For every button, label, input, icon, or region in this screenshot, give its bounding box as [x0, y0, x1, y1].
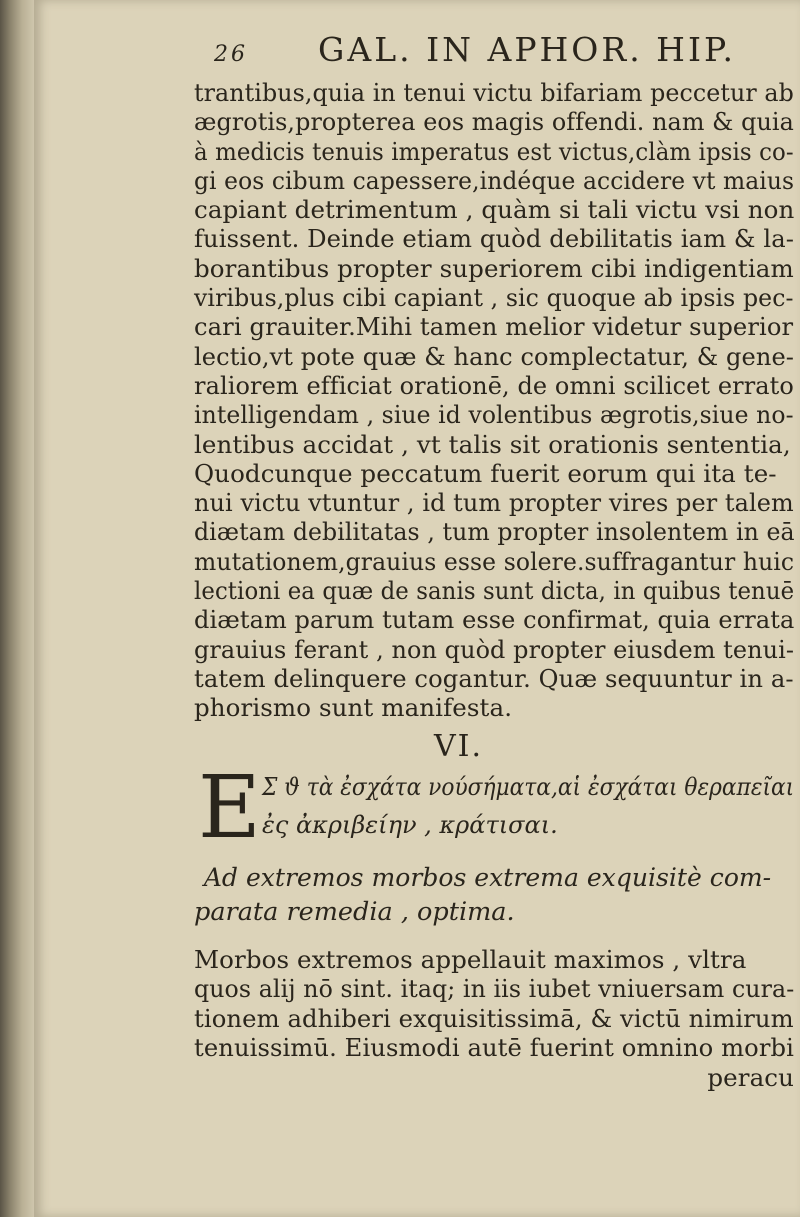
text-line: Quodcunque peccatum fuerit eorum qui ita te- — [194, 458, 777, 488]
text-line: viribus,plus cibi capiant , sic quoque ab ipsis pec- — [194, 283, 794, 313]
page-header — [194, 30, 794, 78]
text-line: capiant detrimentum , quàm si tali victu vsi non — [194, 195, 795, 225]
text-line: tatem delinquere cogantur. Quæ sequuntur in a- — [194, 663, 794, 693]
text-line: raliorem efficiat orationē, de omni scilicet errato — [194, 370, 794, 400]
text-line: quos alij nō sint. itaq; in iis iubet vniuersam cura- — [194, 974, 795, 1004]
page-text — [194, 30, 794, 1092]
greek-line: ἐς ἀκριβείην , κράτισαι. — [262, 810, 558, 839]
latin-translation — [194, 861, 794, 929]
text-line: diætam parum tutam esse confirmat, quia errata — [194, 605, 795, 635]
translation-line: parata remedia , optima. — [194, 896, 515, 927]
text-line: nui victu vtuntur , id tum propter vires per talem — [194, 488, 794, 518]
text-line: grauius ferant , non quòd propter eiusdem tenui- — [194, 634, 795, 664]
book-gutter — [0, 0, 34, 1217]
text-line: diætam debilitatas , tum propter insolentem in eā — [194, 517, 795, 547]
text-line: tionem adhiberi exquisitissimā, & victū nimirum — [194, 1003, 794, 1033]
text-line: à medicis tenuis imperatus est victus,clàm ipsis co- — [194, 136, 794, 166]
paragraph-commentary — [194, 78, 794, 723]
greek-aphorism — [194, 757, 795, 858]
page-number: 26 — [214, 42, 248, 67]
text-line: borantibus propter superiorem cibi indigentiam — [194, 253, 794, 283]
text-line: intelligendam , siue id volentibus ægrotis,siue no- — [194, 400, 794, 430]
paragraph-explanation — [194, 945, 794, 1093]
text-line: Morbos extremos appellauit maximos , vltra — [194, 944, 747, 974]
catchword: peracu — [707, 1062, 794, 1092]
text-line: cari grauiter.Mihi tamen melior videtur superior — [194, 312, 794, 342]
drop-cap: E — [198, 757, 261, 858]
text-line: lectioni ea quæ de sanis sunt dicta, in quibus tenuē — [194, 576, 795, 606]
book-page — [34, 0, 800, 1217]
text-line: trantibus,quia in tenui victu bifariam peccetur ab — [194, 78, 794, 107]
text-line: gi eos cibum capessere,indéque accidere vt maius — [194, 165, 795, 195]
text-line: mutationem,grauius esse solere.suffragantur huic — [194, 546, 795, 576]
text-line: ægrotis,propterea eos magis offendi. nam & quia — [194, 107, 794, 137]
running-title: GAL. IN APHOR. HIP. — [318, 30, 737, 69]
text-line: tenuissimū. Eiusmodi autē fuerint omnino morbi — [194, 1033, 794, 1063]
text-line: lentibus accidat , vt talis sit orationis sententia, — [194, 429, 791, 459]
text-line: fuissent. Deinde etiam quòd debilitatis iam & la- — [194, 224, 795, 254]
text-line: phorismo sunt manifesta. — [194, 693, 513, 723]
text-line: lectio,vt pote quæ & hanc complectatur, & gene- — [194, 341, 795, 371]
aphorism-number: VI. — [434, 728, 484, 764]
greek-line: Σ ϑ τὰ ἐσχάτα νούσήματα,αἱ ἐσχάται θεραπεῖαι — [262, 772, 795, 801]
translation-line: Ad extremos morbos extrema exquisitè com- — [203, 862, 772, 893]
